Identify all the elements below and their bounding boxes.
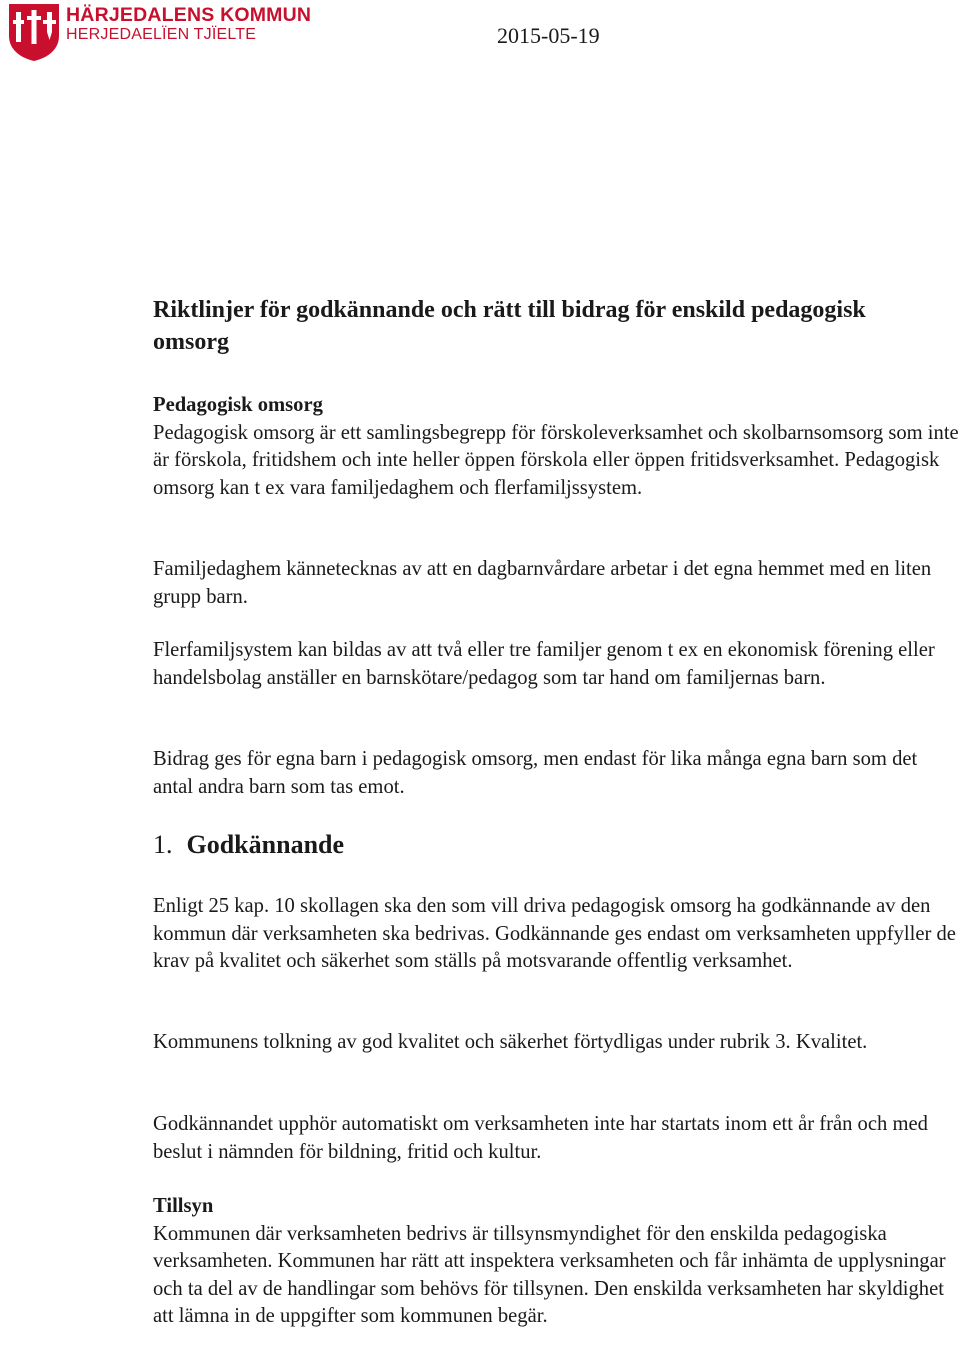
document-title: Riktlinjer för godkännande och rätt till bidrag för enskild pedagogisk omsorg [153,297,866,355]
paragraph: Flerfamiljsystem kan bildas av att två eller tre familjer genom t ex en ekonomisk förening eller handelsbolag anställer en barnskötare/pedagog som tar hand om familjernas barn. [153,639,935,689]
section-heading: Pedagogisk omsorg [153,394,323,416]
section-heading-godkannande [153,828,344,862]
document-date: 2015-05-19 [497,23,600,48]
section-pedagogisk-omsorg [153,392,960,502]
paragraph: Familjedaghem kännetecknas av att en dagbarnvårdare arbetar i det egna hemmet med en liten grupp barn. [153,558,932,608]
paragraph: Bidrag ges för egna barn i pedagogisk omsorg, men endast för lika många egna barn som det antal andra barn som tas emot. [153,748,918,798]
municipality-logo [7,2,311,62]
paragraph: Kommunens tolkning av god kvalitet och säkerhet förtydligas under rubrik 3. Kvalitet. [153,1031,868,1053]
section-title: Godkännande [186,830,345,859]
paragraph: Pedagogisk omsorg är ett samlingsbegrepp för förskoleverksamhet och skolbarnsomsorg som inte är förskola, fritidshem och inte heller öppen förskola eller öppen fritidsverksamhet. Pedagogisk omsorg kan t ex vara familjedaghem och flerfamiljssystem. [153,421,959,499]
paragraph: Godkännandet upphör automatiskt om verksamheten inte har startats inom ett år från och med beslut i nämnden för bildning, fritid och kultur. [153,1113,928,1163]
section-heading: Tillsyn [153,1195,214,1217]
coat-of-arms-icon [7,2,61,62]
paragraph: Enligt 25 kap. 10 skollagen ska den som vill driva pedagogisk omsorg ha godkännande av den kommun där verksamheten ska bedrivas. Godkännande ges endast om verksamheten uppfyller de krav på kvalitet och säkerhet som ställs på motsvarande offentlig verksamhet. [153,895,956,972]
section-tillsyn [153,1193,960,1331]
paragraph: Kommunen där verksamheten bedrivs är tillsynsmyndighet för den enskilda pedagogiska verksamheten. Kommunen har rätt att inspektera verksamheten och får inhämta de upplysningar och ta del av de handlingar som behövs för tillsynen. Den enskilda verksamheten har skyldighet att lämna in de uppgifter som kommunen begär. [153,1222,946,1327]
org-name: HÄRJEDALENS KOMMUN [66,4,312,26]
org-name-sami: HERJEDAELÏEN TJÏELTE [66,26,257,43]
section-number: 1. [153,830,173,859]
